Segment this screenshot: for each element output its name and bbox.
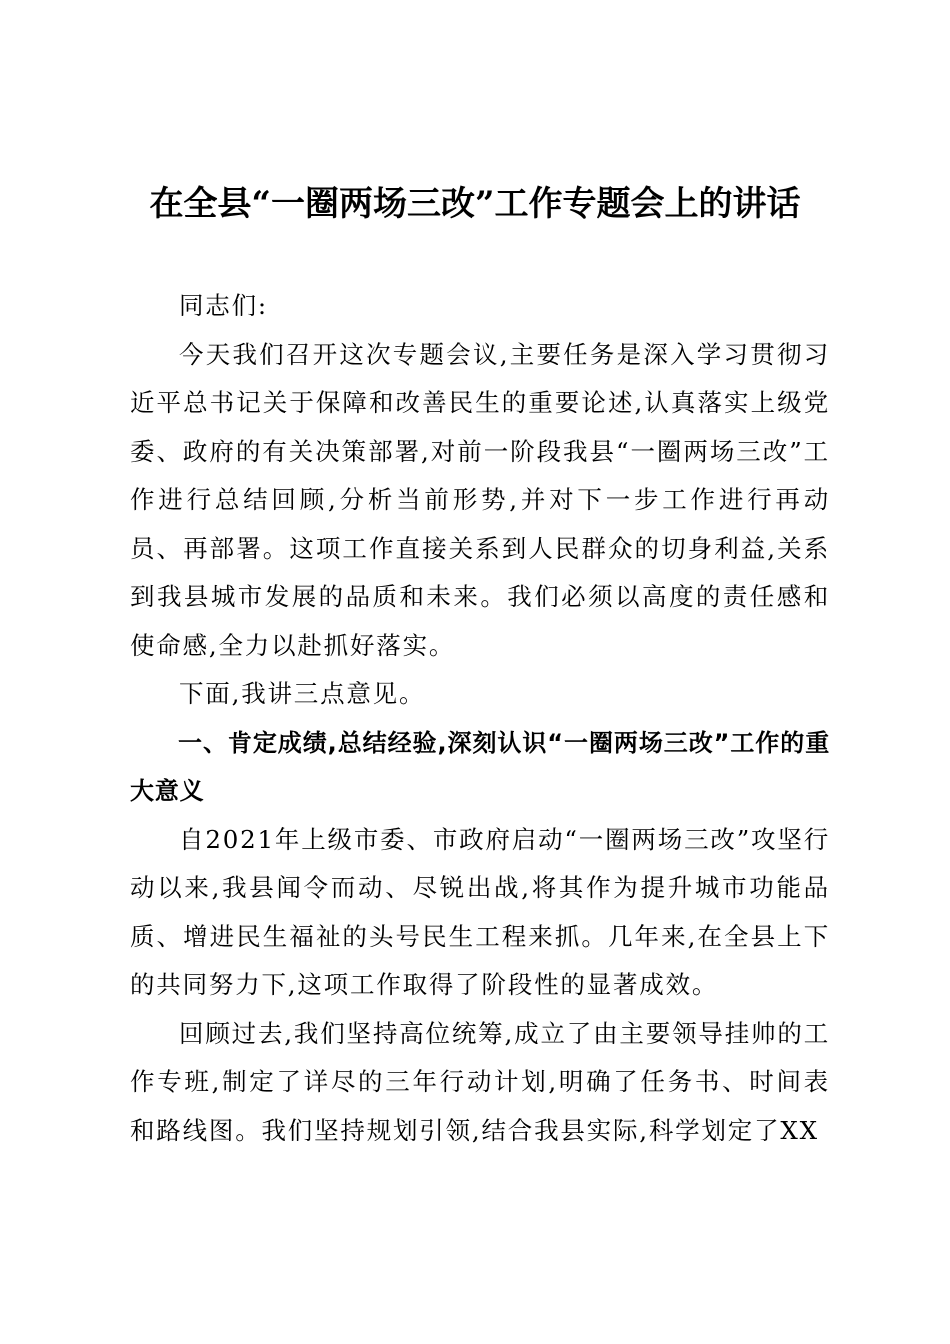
document-title: 在全县“一圈两场三改”工作专题会上的讲话	[149, 184, 801, 224]
paragraph-section-2: 回顾过去,我们坚持高位统筹,成立了由主要领导挂帅的工作专班,制定了详尽的三年行动计划,明确了任务书、时间表和路线图。我们坚持规划引领,结合我县实际,科学划定了XX	[130, 1018, 830, 1145]
document-body	[130, 282, 830, 1155]
paragraph-outline: 下面,我讲三点意见。	[179, 679, 426, 708]
section-heading-1: 一、肯定成绩,总结经验,深刻认识“一圈两场三改”工作的重大意义	[130, 728, 830, 805]
paragraph-intro: 今天我们召开这次专题会议,主要任务是深入学习贯彻习近平总书记关于保障和改善民生的重要论述,认真落实上级党委、政府的有关决策部署,对前一阶段我县“一圈两场三改”工作进行总结回顾,分析当前形势,并对下一步工作进行再动员、再部署。这项工作直接关系到人民群众的切身利益,关系到我县城市发展的品质和未来。我们必须以高度的责任感和使命感,全力以赴抓好落实。	[130, 339, 830, 660]
salutation: 同志们:	[179, 291, 268, 320]
paragraph-section-1: 自2021年上级市委、市政府启动“一圈两场三改”攻坚行动以来,我县闻令而动、尽锐出战,将其作为提升城市功能品质、增进民生福祉的头号民生工程来抓。几年来,在全县上下的共同努力下,这项工作取得了阶段性的显著成效。	[130, 824, 830, 999]
